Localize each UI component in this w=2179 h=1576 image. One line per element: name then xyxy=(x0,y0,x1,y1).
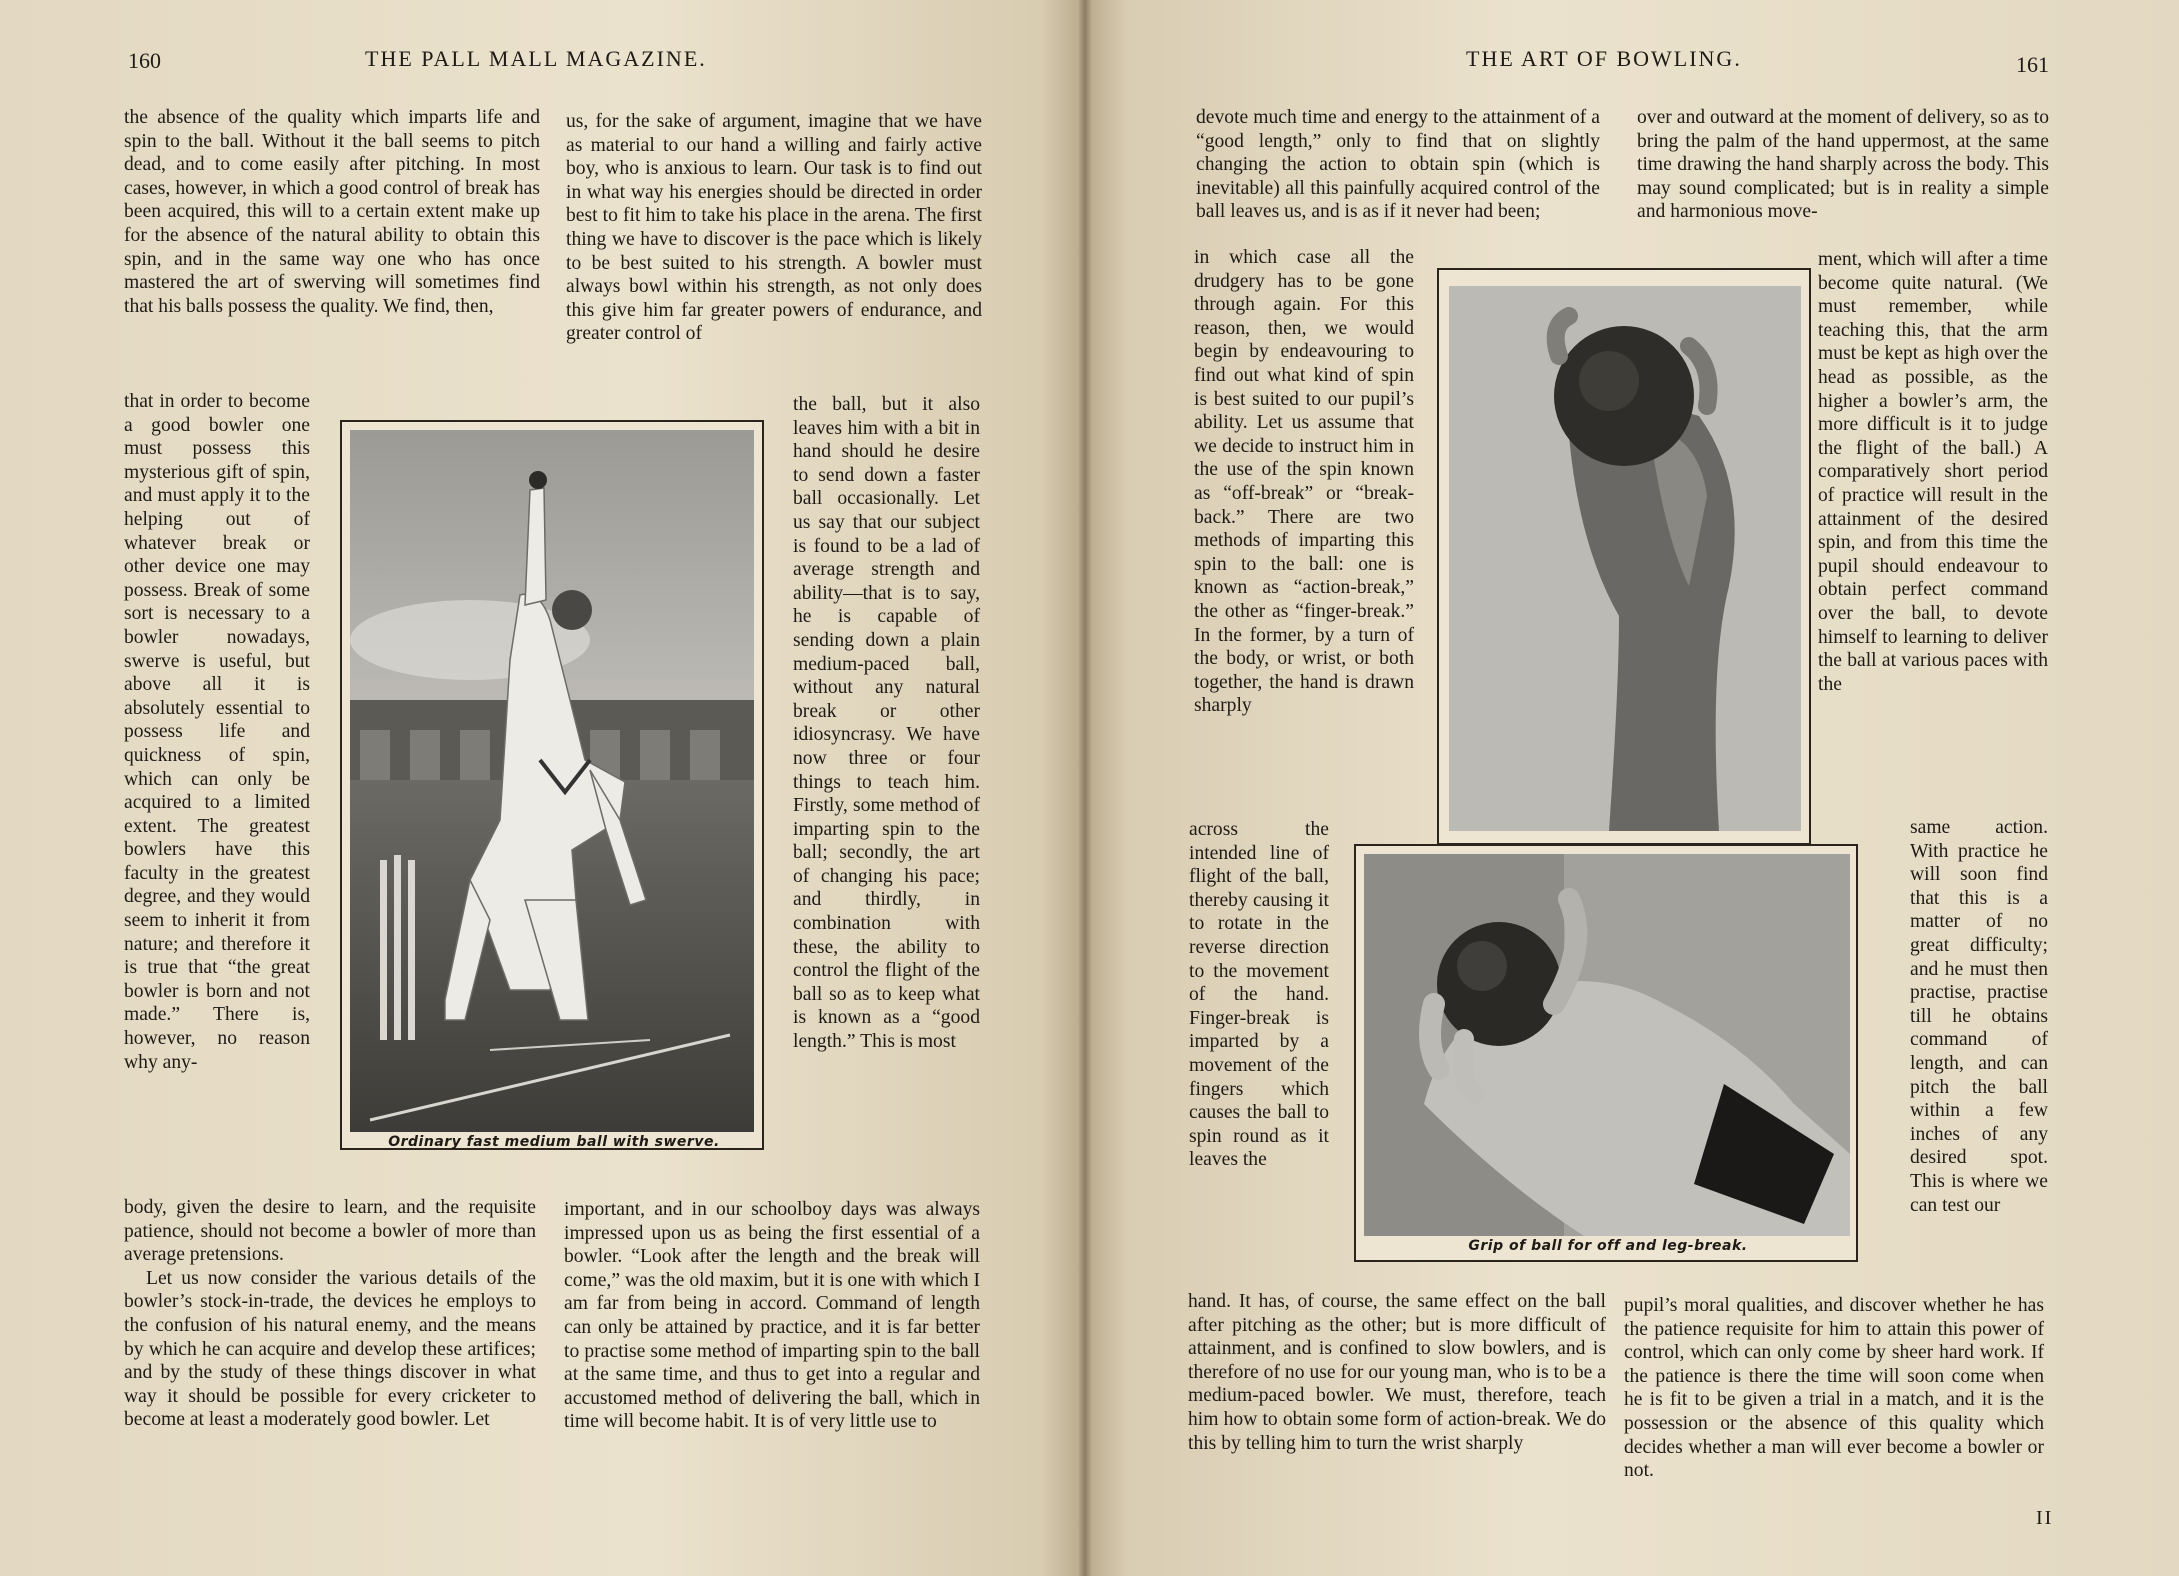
column-text xyxy=(124,1196,536,1432)
right-page xyxy=(1084,0,2179,1576)
column-text: important, and in our schoolboy days was always impressed upon us as being the first essential of a bowler. “Look after the length and the break will come,” was the old maxim, but it is one with which I am far from being in accord. Command of length can only be attained by practice, and it is far better to practise some method of imparting spin to the ball at the same time, and thus to get into a regular and accustomed method of delivering the ball, which in time will become habit. It is of very little use to xyxy=(564,1199,980,1433)
column-text: the ball, but it also leaves him with a bit in hand should he desire to send down a faster ball occasionally. Let us say that our subject is found to be a lad of average strength and ability—that is to say, he is capable of sending down a plain medium-paced ball, without any natural break or other idiosyncrasy. We have now three or four things to teach him. Firstly, some method of imparting spin to the ball; secondly, the art of changing his pace; and thirdly, in combination with these, the ability to control the flight of the ball so as to keep what is known as a “good length.” This is most xyxy=(793,394,980,1053)
figure-caption: Grip of ball for off and leg-break. xyxy=(1468,1238,1748,1254)
figure-grip xyxy=(1354,844,1858,1262)
column-text: the absence of the quality which imparts life and spin to the ball. Without it the ball seems to pitch dead, and to come easily after pitching. In most cases, however, in which a good control of break has been acquired, this will to a certain extent make up for the absence of the natural ability to obtain this spin, and in the same way one who has once mastered the art of swerving will sometimes find that his balls possess the quality. We find, then, xyxy=(124,107,540,317)
column-text: that in order to become a good bowler one must possess this mysterious gift of spin, and must apply it to the helping out of whatever break or other device one may possess. Break of some sort is necessary to a bowler nowadays, swerve is useful, but above all it is absolutely essential to possess life and quickness of spin, which can only be acquired to a limited extent. The greatest bowlers have this faculty in the greatest degree, and they would seem to inherit it from nature; and therefore it is true that “the great bowler is born and not made.” There is, however, no reason why any- xyxy=(124,391,310,1073)
column-text: devote much time and energy to the attainment of a “good length,” only to find that on slightly changing the action to obtain spin (which is inevitable) all this painfully acquired control of the ball leaves us, and is as if it never had been; xyxy=(1196,107,1600,223)
figure-caption: Ordinary fast medium ball with swerve. xyxy=(388,1134,720,1150)
column-text: pupil’s moral qualities, and discover whether he has the patience requisite for him to attain this power of control, which can only come by sheer hard work. If the patience is there the time will soon come when he is fit to be given a trial in a match, and it is the possession or the absence of this quality which decides whether a man will ever become a bowler or not. xyxy=(1624,1295,2044,1482)
paragraph: body, given the desire to learn, and the requisite patience, should not become a bowler of more than average pretensions. xyxy=(124,1197,536,1266)
column-text: us, for the sake of argument, imagine that we have as material to our hand a willing and fairly active boy, who is anxious to learn. Our task is to find out in what way his energies should be directed in order best to fit him to take his place in the arena. The first thing we have to discover is the pace which is likely to be best suited to his strength. A bowler must always bowl within his strength, as not only does this give him far greater powers of endurance, and greater control of xyxy=(566,111,982,345)
running-head: THE ART OF BOWLING. xyxy=(1466,46,1742,71)
page-number: 161 xyxy=(2016,52,2049,77)
column-text: ment, which will after a time become quite natural. (We must remember, while teaching this, that the arm must be kept as high over the head as possible, as the higher a bowler’s arm, the more difficult is it to judge the flight of the ball.) A comparatively short period of practice will result in the attainment of the desired spin, and from this time the pupil should endeavour to obtain perfect command over the ball, to devote himself to learning to deliver the ball at various paces with the xyxy=(1818,249,2048,695)
column-text: hand. It has, of course, the same effect on the ball after pitching as the other; but is more difficult of attainment, and is confined to slow bowlers, and is therefore of no use for our young man, who is to be a medium-paced bowler. We must, therefore, teach him how to obtain some form of action-break. We do this by telling him to turn the wrist sharply xyxy=(1188,1291,1606,1454)
book-gutter xyxy=(1078,0,1092,1576)
figure-bowler xyxy=(340,420,764,1150)
column-text: in which case all the drudgery has to be gone through again. For this reason, then, we would begin by endeavouring to find out what kind of spin is best suited to our pupil’s ability. Let us assume that we decide to instruct him in the use of the spin known as “off-break” or “break-back.” There are two methods of imparting this spin to the ball: one is known as “action-break,” the other as “finger-break.” In the former, by a turn of the body, or wrist, or both together, the hand is drawn sharply xyxy=(1194,247,1414,717)
column-text: same action. With practice he will soon find that this is a matter of no great difficulty; and he must then practise, practise till he obtains command of length, and can pitch the ball within a few inches of any desired spot. This is where we can test our xyxy=(1910,817,2048,1216)
figure-hand-raised xyxy=(1437,268,1811,845)
column-text: across the intended line of flight of the ball, thereby causing it to rotate in the reverse direction to the movement of the hand. Finger-break is imparted by a movement of the fingers which causes the ball to spin round as it leaves the xyxy=(1189,819,1329,1171)
hand-photo xyxy=(1449,286,1801,831)
signature-mark: II xyxy=(2036,1507,2054,1529)
column-text: over and outward at the moment of delivery, so as to bring the palm of the hand uppermost, at the same time drawing the hand sharply across the body. This may sound complicated; but is in reality a simple and harmonious move- xyxy=(1637,107,2049,223)
left-page xyxy=(0,0,1084,1576)
page-number: 160 xyxy=(128,48,161,73)
grip-photo xyxy=(1364,854,1850,1236)
paragraph: Let us now consider the various details of the bowler’s stock-in-trade, the devices he employs to the confusion of his natural enemy, and the means by which he can acquire and develop these artifices; and by the study of these things discover in what way it should be possible for every cricketer to become at least a moderately good bowler. Let xyxy=(124,1267,536,1431)
running-head: THE PALL MALL MAGAZINE. xyxy=(365,46,707,71)
bowler-photo xyxy=(350,430,754,1132)
